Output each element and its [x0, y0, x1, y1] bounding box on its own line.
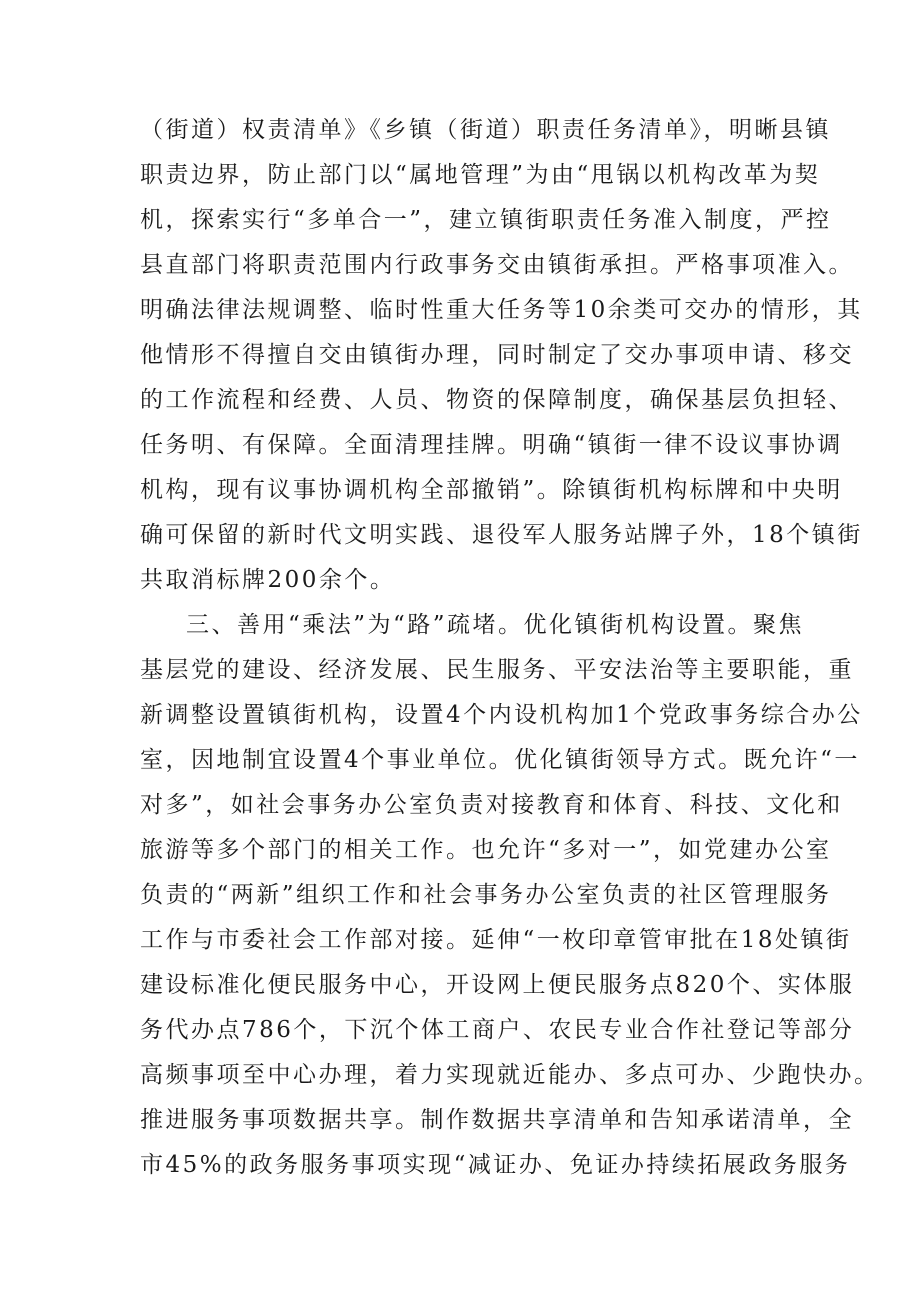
text-line: 职责边界，防止部门以“属地管理”为由“甩锅以机构改革为契 — [140, 162, 821, 188]
paragraph-2 — [140, 603, 880, 1188]
paragraph-1 — [140, 108, 863, 603]
text-line: 确可保留的新时代文明实践、退役军人服务站牌子外，18个镇街 — [140, 522, 863, 548]
text-line: 新调整设置镇街机构，设置4个内设机构加1个党政事务综合办公 — [140, 702, 863, 728]
body-text — [140, 108, 880, 1188]
text-line: 高频事项至中心办理，着力实现就近能办、多点可办、少跑快办。 — [140, 1062, 880, 1088]
text-line: 任务明、有保障。全面清理挂牌。明确“镇街一律不设议事协调 — [140, 432, 843, 458]
text-line: 务代办点786个，下沉个体工商户、农民专业合作社登记等部分 — [140, 1017, 855, 1043]
text-line: 机构，现有议事协调机构全部撤销”。除镇街机构标牌和中央明 — [140, 477, 843, 503]
text-line: （街道）权责清单》《乡镇（街道）职责任务清单》，明晰县镇 — [140, 117, 831, 143]
text-line: 县直部门将职责范围内行政事务交由镇街承担。严格事项准入。 — [140, 252, 854, 278]
text-line: 建设标准化便民服务中心，开设网上便民服务点820个、实体服 — [140, 972, 855, 998]
text-line: 明确法律法规调整、临时性重大任务等10余类可交办的情形，其 — [140, 297, 863, 323]
section-heading-line: 三、善用“乘法”为“路”疏堵。优化镇街机构设置。聚焦 — [186, 612, 805, 638]
text-line: 推进服务事项数据共享。制作数据共享清单和告知承诺清单，全 — [140, 1107, 854, 1133]
text-line: 工作与市委社会工作部对接。延伸“一枚印章管审批在18处镇街 — [140, 927, 852, 953]
text-line: 他情形不得擅自交由镇街办理，同时制定了交办事项申请、移交 — [140, 342, 854, 368]
text-line: 负责的“两新”组织工作和社会事务办公室负责的社区管理服务 — [140, 882, 832, 908]
text-line: 基层党的建设、经济发展、民生服务、平安法治等主要职能，重 — [140, 657, 854, 683]
text-line: 的工作流程和经费、人员、物资的保障制度，确保基层负担轻、 — [140, 387, 854, 413]
text-line: 市45%的政务服务事项实现“减证办、免证办持续拓展政务服务 — [140, 1152, 851, 1178]
text-line: 共取消标牌200余个。 — [140, 567, 396, 593]
text-line: 机，探索实行“多单合一”，建立镇街职责任务准入制度，严控 — [140, 207, 832, 233]
text-line: 旅游等多个部门的相关工作。也允许“多对一”，如党建办公室 — [140, 837, 832, 863]
text-line: 室，因地制宜设置4个事业单位。优化镇街领导方式。既允许“一 — [140, 747, 860, 773]
text-line: 对多”，如社会事务办公室负责对接教育和体育、科技、文化和 — [140, 792, 843, 818]
